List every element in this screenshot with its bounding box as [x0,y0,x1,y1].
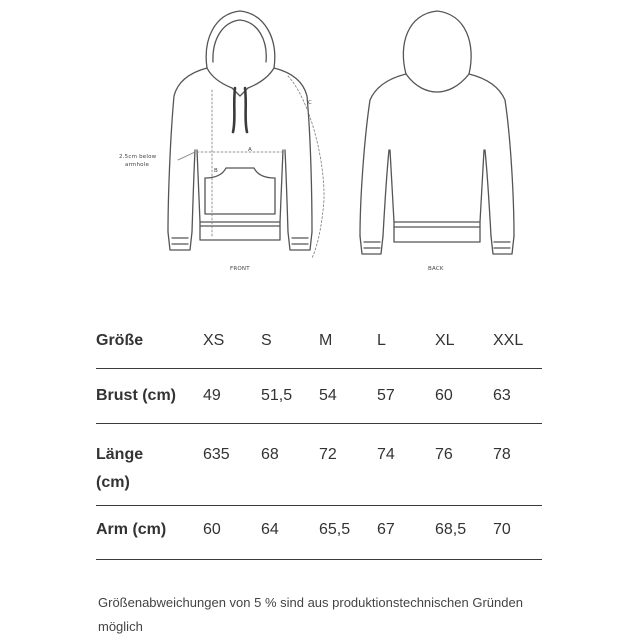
measure-label-b: B [214,168,218,174]
hoodie-illustration [0,0,642,290]
table-row-sleeve [96,505,542,559]
row-label: Arm (cm) [96,505,203,559]
table-cell: 70 [493,505,542,559]
size-m: M [319,332,333,349]
table-cell: 51,5 [261,368,319,423]
size-xxl: XXL [493,332,524,349]
table-cell: 63 [493,368,542,423]
table-cell: 57 [377,368,435,423]
table-cell: 635 [203,423,261,505]
measure-label-c: C [308,100,313,106]
table-header-row [96,318,542,368]
header-label: Größe [96,332,144,349]
row-label-line2: (cm) [96,473,130,491]
armhole-note-line2: armhole [125,162,150,168]
size-table [96,318,542,560]
table-cell: 49 [203,368,261,423]
size-l: L [377,332,386,349]
size-tolerance-note: Größenabweichungen von 5 % sind aus produktionstechnischen Gründen möglich [98,595,523,634]
table-row-length [96,423,542,505]
table-cell: 60 [203,505,261,559]
table-cell: 68,5 [435,505,493,559]
table-cell: 78 [493,423,542,505]
armhole-note-line1: 2.5cm below [119,154,157,160]
table-cell: 68 [261,423,319,505]
measure-label-a: A [248,147,252,153]
front-caption: FRONT [230,266,250,272]
table-cell: 54 [319,368,377,423]
row-label-line1: Länge [96,445,144,463]
hoodie-size-diagram [0,0,642,290]
back-hoodie-drawing [360,11,514,254]
table-cell: 67 [377,505,435,559]
size-xl: XL [435,332,455,349]
back-caption: BACK [428,266,444,272]
size-xs: XS [203,332,225,349]
table-cell: 64 [261,505,319,559]
table-cell: 72 [319,423,377,505]
table-row-chest [96,368,542,423]
row-label [96,423,203,505]
row-label: Brust (cm) [96,368,203,423]
table-cell: 60 [435,368,493,423]
table-cell: 65,5 [319,505,377,559]
table-cell: 76 [435,423,493,505]
table-cell: 74 [377,423,435,505]
front-hoodie-drawing [168,11,312,250]
size-s: S [261,332,272,349]
